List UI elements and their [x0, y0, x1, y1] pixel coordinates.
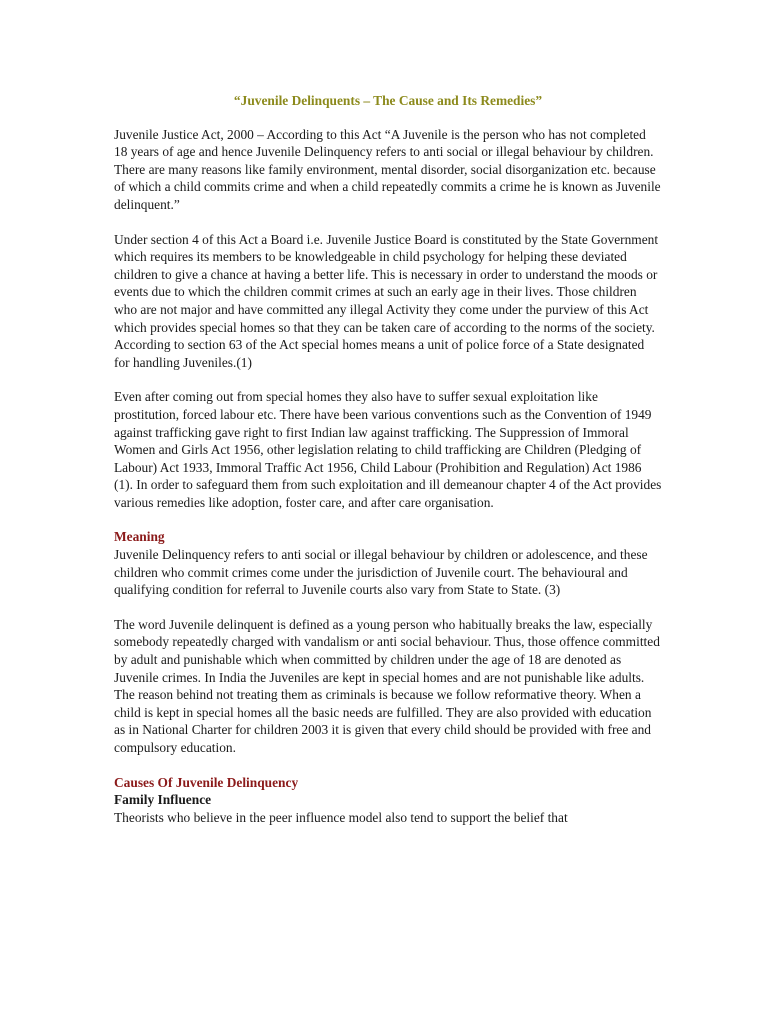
heading-meaning: Meaning	[114, 529, 165, 545]
paragraph-peer-influence: Theorists who believe in the peer influence model also tend to support the belief that	[114, 809, 568, 825]
paragraph-definition: The word Juvenile delinquent is defined as a young person who habitually breaks the law, especially somebody repeatedly charged with vandalism or anti social behaviour. Thus, those offence committed by adult and punishable which when committed by children under the age of 18 are denoted as Juvenile crimes. In India the Juveniles are kept in special homes and are not punishable like adults. The reason behind not treating them as criminals is because we follow reformative theory. When a child is kept in special homes all the basic needs are fulfilled. They are also provided with education as in National Charter for children 2003 it is given that every child should be provided with free and compulsory education.	[114, 616, 660, 755]
paragraph-section-4: Under section 4 of this Act a Board i.e. Juvenile Justice Board is constituted by the State Government which requires its members to be knowledgeable in child psychology for helping these deviated children to give a chance at having a better life. This is necessary in order to understand the moods or events due to which the children commit crimes at such an early age in their lives. Those children who are not major and have committed any illegal Activity they come under the purview of this Act which provides special homes so that they can be taken care of according to the norms of the society. According to section 63 of the Act special homes means a unit of police force of a State designated for handling Juveniles.(1)	[114, 231, 659, 370]
paragraph-exploitation: Even after coming out from special homes they also have to suffer sexual exploitation like prostitution, forced labour etc. There have been various conventions such as the Convention of 1949 against trafficking gave right to first Indian law against trafficking. The Suppression of Immoral Women and Girls Act 1956, other legislation relating to child trafficking are Children (Pledging of Labour) Act 1933, Immoral Traffic Act 1956, Child Labour (Prohibition and Regulation) Act 1986 (1). In order to safeguard them from such exploitation and ill demeanour chapter 4 of the Act provides various remedies like adoption, foster care, and after care organisation.	[114, 389, 662, 510]
document-title: “Juvenile Delinquents – The Cause and Its Remedies”	[233, 93, 543, 108]
paragraph-juvenile-justice-act: Juvenile Justice Act, 2000 – According to this Act “A Juvenile is the person who has not completed 18 years of age and hence Juvenile Delinquency refers to anti social or illegal behaviour by children. There are many reasons like family environment, mental disorder, social disorganization etc. because of which a child commits crime and when a child repeatedly commits a crime he is known as Juvenile delinquent.”	[114, 126, 661, 212]
heading-causes: Causes Of Juvenile Delinquency	[114, 774, 299, 790]
document-body	[114, 92, 662, 826]
paragraph-meaning: Juvenile Delinquency refers to anti social or illegal behaviour by children or adolescence, and these children who commit crimes come under the jurisdiction of Juvenile court. The behavioural and qualifying condition for referral to Juvenile courts also vary from State to State. (3)	[114, 547, 648, 598]
subheading-family-influence: Family Influence	[114, 792, 212, 808]
